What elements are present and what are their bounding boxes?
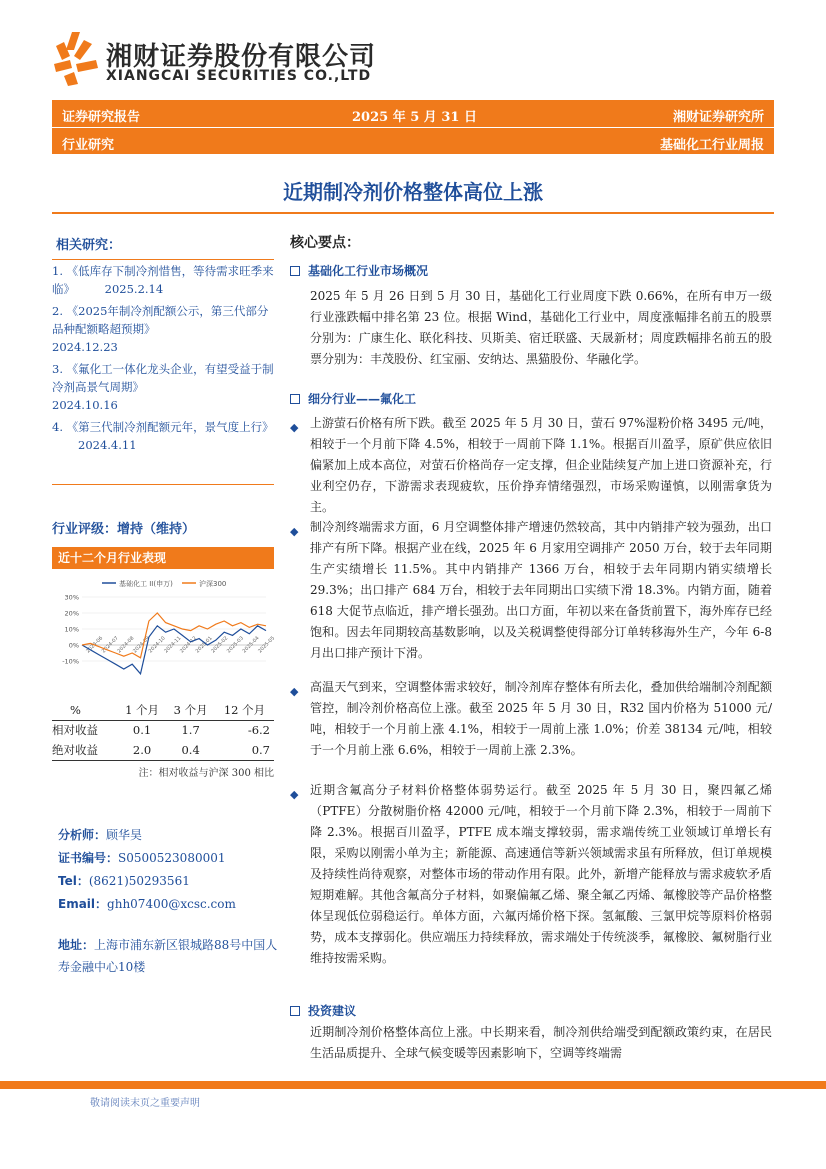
analyst-cert-label: 证书编号： [58,851,119,865]
list-item[interactable] [52,262,274,298]
related-research-section [52,226,274,260]
checkbox-square-icon [290,394,300,404]
report-date: 2025 年 5 月 31 日 [352,110,477,125]
x-tick-label: 2024-10 [147,635,167,655]
section-title-text: 投资建议 [308,1004,357,1018]
market-overview-text: 2025 年 5 月 26 日到 5 月 30 日，基础化工行业周度下跌 0.66%，在所有申万一级行业涨跌幅中排名第 23 位。根据 Wind，基础化工行业中，周度涨幅排名前五的股票分别为：广康生化、联化科技、贝斯美、宿迁联盛、天晟新材；周度跌幅排名前五的股票分别为：丰茂股份、红宝丽、安纳达、黑猫股份、华融化学。 [310,289,772,366]
diamond-bullet-icon: ◆ [290,788,299,801]
core-points-title: 核心要点： [290,235,360,251]
bullet-text: 制冷剂终端需求方面，6 月空调整体排产增速仍然较高，其中内销排产较为强劲，出口排产有所下降。根据产业在线，2025 年 6 月家用空调排产 2050 万台，较于去年同期生产实绩增长 11.5%。其中内销排产 1366 万台，相较于去年同期内销实绩增长 29.3%；出口排产 684 万台，相较于去年同期出口实绩下滑 18.3%。内销方面，随着 618 大促节点临近，排产增长强劲。出口方面，年初以来在备货前置下，海外库存已经饱和。因去年同期较高基数影响，以及关税调整使得部分订单转移海外生产，今年 6-8 月出口排产预计下滑。 [310,520,772,660]
analyst-tel-label: Tel： [58,874,89,888]
diamond-bullet-icon: ◆ [290,525,299,538]
analyst-name: 顾华昊 [106,828,143,842]
table-row [52,740,274,760]
related-item-text: 2. 《2025年制冷剂配额公示，第三代部分品种配额略超预期》 [52,304,269,336]
footer-bar [0,1081,826,1089]
bullet-ac-demand [290,517,772,664]
list-item[interactable] [52,418,274,454]
x-tick-label: 2024-07 [100,635,120,655]
table-cell: 0.7 [215,740,274,760]
related-item-date: 2024.4.11 [78,438,137,452]
table-header-cell: 12 个月 [215,700,274,720]
legend-label: 沪深300 [199,580,227,588]
analyst-cert-row [58,847,280,870]
related-item-date: 2025.2.14 [104,282,164,296]
table-row [52,720,274,740]
list-item[interactable] [52,302,274,356]
report-series: 基础化工行业周报 [659,138,764,153]
analyst-cert: S0500523080001 [118,851,226,865]
address-text: 上海市浦东新区银城路88号中国人寿金融中心10楼 [58,938,278,974]
page-title: 近期制冷剂价格整体高位上涨 [283,180,543,204]
table-cell: 0.4 [166,740,215,760]
analyst-name-row [58,824,280,847]
diamond-bullet-icon: ◆ [290,685,299,698]
related-bottom-rule [52,484,274,485]
x-tick-label: 2025-03 [225,635,245,655]
x-tick-label: 2025-02 [210,635,230,655]
related-research-list [52,262,274,458]
title-divider [52,212,774,214]
perf-title: 近十二个月行业表现 [52,547,274,569]
x-tick-label: 2025-05 [257,635,277,655]
company-logo [52,30,100,86]
related-research-title: 相关研究： [56,238,122,253]
checkbox-square-icon [290,266,300,276]
analyst-name-label: 分析师： [58,828,107,842]
related-item-text: 4. 《第三代制冷剂配额元年，景气度上行》 [52,420,274,434]
bullet-refrigerant-price [290,677,772,761]
related-item-text: 3. 《氟化工一体化龙头企业，有望受益于制冷剂高景气周期》 [52,362,274,394]
series-line [82,613,266,658]
table-cell: 相对收益 [52,723,98,738]
section-title-text: 基础化工行业市场概况 [308,264,429,278]
analyst-tel: (8621)50293561 [88,874,190,888]
performance-table [52,700,274,761]
analyst-email-label: Email： [58,897,108,911]
related-item-text: 1. 《低库存下制冷剂惜售，等待需求旺季来临》 [52,264,274,296]
table-header-cell: 1 个月 [118,700,167,720]
perf-note: 注：相对收益与沪深 300 相比 [138,768,274,779]
table-cell: 绝对收益 [52,740,118,760]
y-tick-label: -10% [62,657,79,666]
report-category: 行业研究 [62,138,115,153]
investment-text: 近期制冷剂价格整体高位上涨。中长期来看，制冷剂供给端受到配额政策约束，在居民生活品质提升、全球气候变暖等因素影响下，空调等终端需 [310,1025,772,1060]
related-item-date: 2024.10.16 [52,398,118,412]
table-header-cell: 3 个月 [166,700,215,720]
x-tick-label: 2024-11 [163,635,183,655]
company-name-cn: 湘财证券股份有限公司 [106,42,377,72]
footer-disclaimer: 敬请阅读末页之重要声明 [90,1098,200,1109]
address [58,934,280,978]
address-label: 地址： [58,938,95,952]
related-item-date: 2024.12.23 [52,340,118,354]
section-market-overview-title [290,262,428,279]
x-tick-label: 2024-12 [178,635,199,655]
related-rule [52,259,274,260]
bullet-fluoropolymer [290,780,772,969]
report-type: 证券研究报告 [62,110,141,125]
section-investment-title [290,1002,356,1019]
y-tick-label: 20% [64,609,79,618]
institute-name: 湘财证券研究所 [672,110,764,125]
analyst-email[interactable]: ghh07400@xcsc.com [107,897,236,911]
y-tick-label: 0% [68,641,79,650]
x-tick-label: 2024-08 [116,635,136,655]
bullet-text: 近期含氟高分子材料价格整体弱势运行。截至 2025 年 5 月 30 日，聚四氟乙烯（PTFE）分散树脂价格 42000 元/吨，相较于一个月前下降 2.3%，相较于一周前下降 2.3%。根据百川盈孚，PTFE 成本端支撑较弱，需求端传统工业领域订单增长有限，采购以刚需小单为主；新能源、高速通信等新兴领域需求虽有所释放，但订单规模及持续性尚待观察，对整体市场的带动作用有限。此外，新增产能释放与需求疲软矛盾短期难解。其他含氟高分子材料，如聚偏氟乙烯、聚全氟乙丙烯、氟橡胶等产品价格整体呈现低位弱稳运行。单体方面，六氟丙烯价格下探。氢氟酸、三氯甲烷等原料价格弱势，成本支撑弱化。供应端压力持续释放，需求端处于传统淡季，氟橡胶、氟树脂行业维持按需采购。 [310,783,772,965]
diamond-bullet-icon: ◆ [290,421,299,434]
analyst-tel-row [58,870,280,893]
y-tick-label: 10% [64,625,79,634]
performance-chart [52,573,277,693]
analyst-email-row [58,893,280,916]
table-cell: 0.1 [132,723,152,738]
x-tick-label: 2025-04 [241,635,261,655]
bullet-text: 高温天气到来，空调整体需求较好，制冷剂库存整体有所去化，叠加供给端制冷剂配额管控，制冷剂价格高位上涨。截至 2025 年 5 月 30 日，R32 国内价格为 51000 元/吨，相较于一个月前上涨 4.1%，相较于一周前上涨 1.0%；价差 38134 元/吨，相较于一个月前上涨 6.6%，相较于一周前上涨 2.3%。 [310,680,772,757]
analyst-info [58,824,280,916]
checkbox-square-icon [290,1006,300,1016]
x-tick-label: 2025-01 [194,635,214,655]
x-tick-label: 2024-06 [85,635,105,655]
y-tick-label: 30% [64,593,79,602]
header-band-divider [52,127,774,128]
table-header-cell: % [52,700,118,720]
table-header-row [52,700,274,720]
legend-label: 基础化工 II(申万) [119,580,173,588]
x-tick-label: 2024-09 [132,635,152,655]
section-title-text: 细分行业——氟化工 [308,392,417,406]
table-cell: 1.7 [181,723,200,738]
table-cell: -6.2 [247,723,270,738]
company-name-en: XIANGCAI SECURITIES CO.,LTD [106,68,372,84]
bullet-text: 上游萤石价格有所下跌。截至 2025 年 5 月 30 日，萤石 97%湿粉价格 3495 元/吨，相较于一个月前下降 4.5%，相较于一周前下降 1.1%。根据百川盈孚，原矿供应依旧偏紧加上成本高位，对萤石价格尚存一定支撑，但企业陆续复产加上进口资源补充，行业利空仍存，下游需求表现疲软，压价挣弃情绪强烈，市场采购谨慎，以刚需拿货为主。 [310,416,772,514]
industry-rating: 行业评级：增持（维持） [52,522,196,537]
section-fluorochemical-title [290,390,416,407]
list-item[interactable] [52,360,274,414]
table-cell: 2.0 [118,740,167,760]
bullet-fluorite [290,413,772,518]
